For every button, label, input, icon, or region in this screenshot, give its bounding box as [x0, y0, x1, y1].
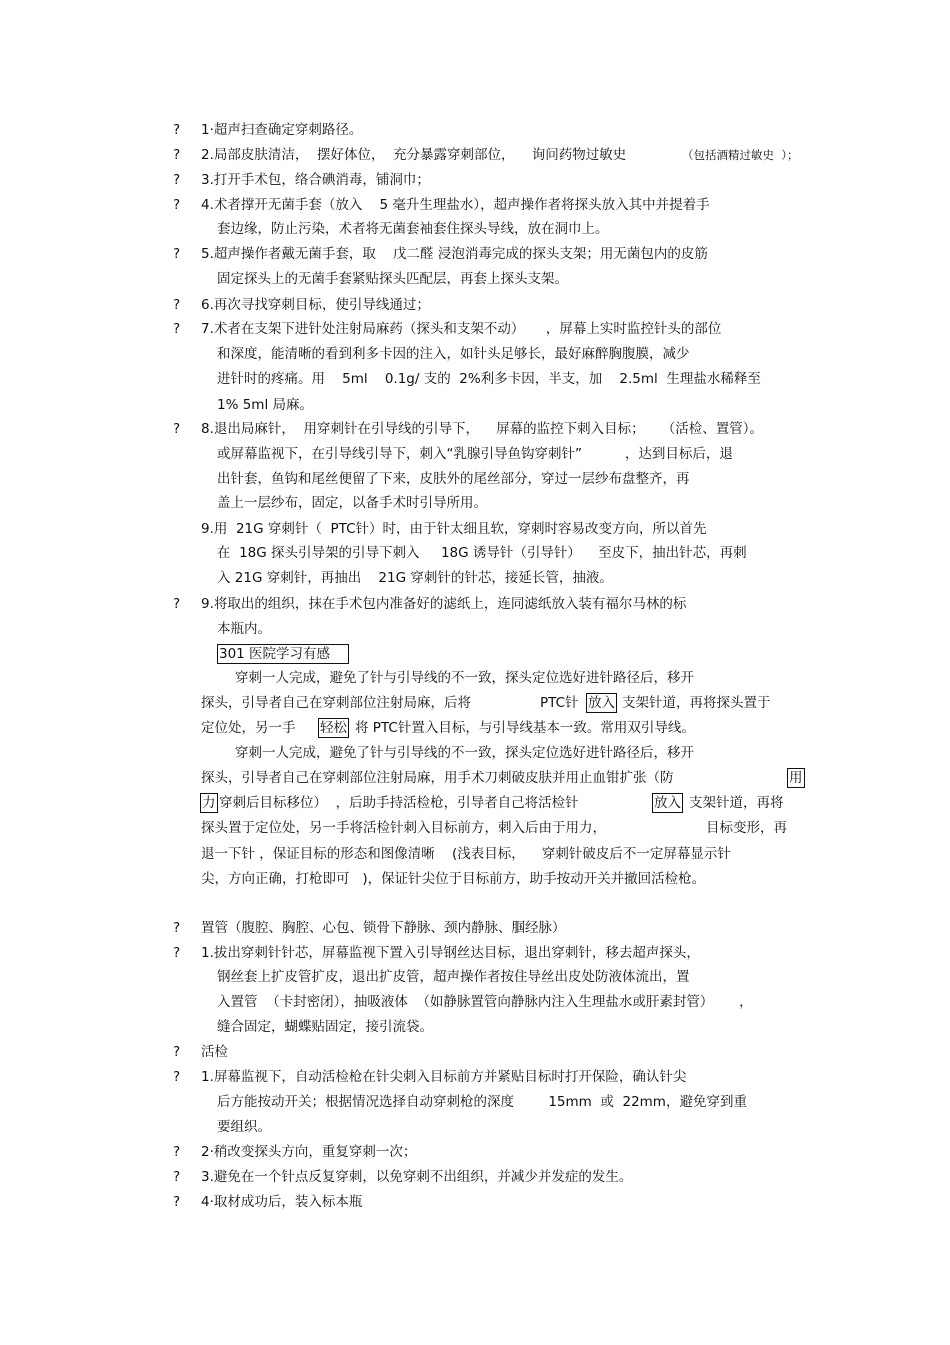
bullet: ?	[173, 122, 181, 138]
step-line: 和深度，能清晰的看到利多卡因的注入，如针头足够长，最好麻醉胸腹膜，减少	[217, 346, 690, 362]
para-line: 将 PTC针置入目标，与引导线基本一致。常用双引导线。	[355, 720, 695, 736]
step-line: 3.避免在一个针点反复穿刺，以免穿刺不出组织，并减少并发症的发生。	[201, 1169, 633, 1185]
step-line: 出针套，鱼钩和尾丝便留了下来，皮肤外的尾丝部分，穿过一层纱布盘整齐，再	[217, 471, 690, 487]
step-line: 9.用 21G 穿刺针（ PTC针）时，由于针太细且软，穿刺时容易改变方向，所以首先	[201, 521, 707, 537]
step-line: 4·取材成功后，装入标本瓶	[201, 1194, 363, 1210]
step-line: 在 18G 探头引导架的引导下刺入 18G 诱导针（引导针） 至皮下，抽出针芯，再刺	[217, 545, 747, 561]
para-line: 支架针道，再将	[689, 795, 784, 811]
bullet: ?	[173, 1069, 181, 1085]
para-line: 尖，方向正确，打枪即可 )，保证针尖位于目标前方，助手按动开关并撤回活检枪。	[201, 871, 706, 887]
step-line: 要组织。	[217, 1119, 271, 1135]
step-line: 钢丝套上扩皮管扩皮，退出扩皮管，超声操作者按住导丝出皮处防液体流出，置	[217, 969, 690, 985]
boxed-word: 力	[202, 795, 216, 811]
step-line: 1.屏幕监视下，自动活检枪在针尖刺入目标前方并紧贴目标时打开保险，确认针尖	[201, 1069, 687, 1085]
step-line: 入置管 （卡封密闭），抽吸液体 （如静脉置管向静脉内注入生理盐水或肝素封管） ，	[217, 994, 753, 1010]
bullet: ?	[173, 321, 181, 337]
bullet: ?	[173, 172, 181, 188]
step-line: 进针时的疼痛。用 5ml 0.1g/ 支的 2%利多卡因，半支，加 2.5ml 生理盐水稀释至	[217, 371, 761, 387]
para-line: 目标变形，再	[706, 820, 787, 836]
section-heading: 置管（腹腔、胸腔、心包、锁骨下静脉、颈内静脉、腘经脉）	[201, 920, 566, 936]
step-line: 2.局部皮肤清洁， 摆好体位， 充分暴露穿刺部位， 询问药物过敏史	[201, 147, 640, 163]
para-line: 探头，引导者自己在穿刺部位注射局麻，用手术刀刺破皮肤并用止血钳扩张（防	[201, 770, 674, 786]
bullet: ?	[173, 1194, 181, 1210]
para-line: 支架针道，再将探头置于	[622, 695, 771, 711]
step-line: 缝合固定，蝴蝶贴固定，接引流袋。	[217, 1019, 433, 1035]
step-line: 1.拔出穿刺针针芯，屏幕监视下置入引导钢丝达目标，退出穿刺针，移去超声探头，	[201, 945, 700, 961]
step-line: 3.打开手术包，络合碘消毒，铺洞巾；	[201, 172, 430, 188]
bullet: ?	[173, 197, 181, 213]
bullet: ?	[173, 1169, 181, 1185]
bullet: ?	[173, 246, 181, 262]
step-line: 9.将取出的组织，抹在手术包内准备好的滤纸上，连同滤纸放入装有福尔马林的标	[201, 596, 687, 612]
bullet: ?	[173, 945, 181, 961]
para-line: 退一下针 ，保证目标的形态和图像清晰 (浅表目标， 穿刺针破皮后不一定屏幕显示针	[201, 846, 731, 862]
step-line: 盖上一层纱布，固定，以备手术时引导所用。	[217, 495, 487, 511]
para-line: 穿刺一人完成，避免了针与引导线的不一致，探头定位选好进针路径后，移开	[235, 745, 694, 761]
step-line: 4.术者撑开无菌手套（放入 5 毫升生理盐水），超声操作者将探头放入其中并提着手	[201, 197, 710, 213]
para-line: 探头，引导者自己在穿刺部位注射局麻，后将	[201, 695, 471, 711]
boxed-word: 放入	[654, 795, 681, 811]
step-line: 5.超声操作者戴无菌手套，取 戊二醛 浸泡消毒完成的探头支架；用无菌包内的皮筋	[201, 246, 708, 262]
para-line: 穿刺后目标移位） ，后助手持活检枪，引导者自己将活检针	[219, 795, 579, 811]
para-line: 定位处，另一手	[201, 720, 296, 736]
para-line: 探头置于定位处，另一手将活检针刺入目标前方，刺入后由于用力，	[201, 820, 606, 836]
step-line: 1·超声扫查确定穿刺路径。	[201, 122, 363, 138]
boxed-word: 用	[789, 770, 803, 786]
boxed-word: 轻松	[320, 720, 347, 736]
step-line: 本瓶内。	[217, 621, 271, 637]
bullet: ?	[173, 297, 181, 313]
bullet: ?	[173, 147, 181, 163]
step-note: （包括酒精过敏史 ）；	[682, 148, 799, 162]
step-line: 入 21G 穿刺针，再抽出 21G 穿刺针的针芯，接延长管，抽液。	[217, 570, 613, 586]
box-title: 301 医院学习有感	[217, 644, 349, 664]
step-line: 或屏幕监视下，在引导线引导下，刺入“乳腺引导鱼钩穿刺针” ，达到目标后，退	[217, 446, 733, 462]
bullet: ?	[173, 1144, 181, 1160]
bullet: ?	[173, 920, 181, 936]
boxed-word: 放入	[588, 695, 615, 711]
para-line: 穿刺一人完成，避免了针与引导线的不一致，探头定位选好进针路径后，移开	[235, 670, 694, 686]
para-term: PTC针	[540, 695, 579, 711]
bullet: ?	[173, 421, 181, 437]
step-line: 2·稍改变探头方向，重复穿刺一次；	[201, 1144, 417, 1160]
step-line: 7.术者在支架下进针处注射局麻药（探头和支架不动） ，屏幕上实时监控针头的部位	[201, 321, 722, 337]
bullet: ?	[173, 596, 181, 612]
step-line: 后方能按动开关；根据情况选择自动穿刺枪的深度 15mm 或 22mm，避免穿到重	[217, 1094, 747, 1110]
step-line: 8.退出局麻针， 用穿刺针在引导线的引导下， 屏幕的监控下刺入目标； （活检、置管）。	[201, 421, 764, 437]
step-line: 固定探头上的无菌手套紧贴探头匹配层，再套上探头支架。	[217, 271, 568, 287]
step-line: 套边缘，防止污染，术者将无菌套袖套住探头导线，放在洞巾上。	[217, 221, 609, 237]
step-line: 6.再次寻找穿刺目标，使引导线通过；	[201, 297, 430, 313]
section-heading: 活检	[201, 1044, 228, 1060]
step-line: 1% 5ml 局麻。	[217, 397, 313, 413]
bullet: ?	[173, 1044, 181, 1060]
